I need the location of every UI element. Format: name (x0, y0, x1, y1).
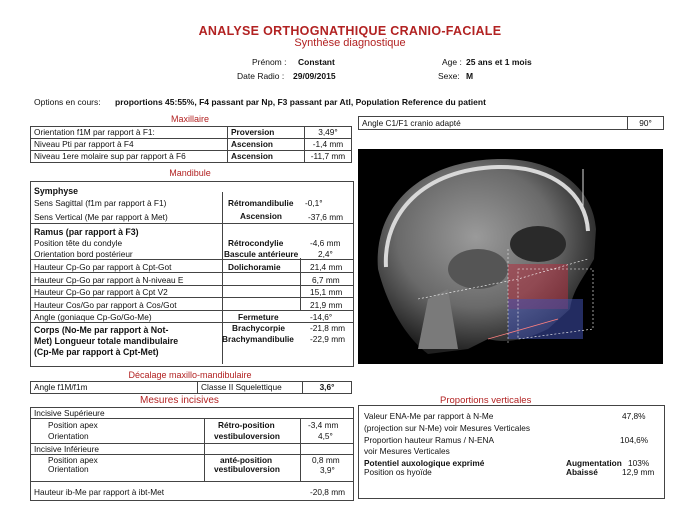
mandibule-row-value: -14,6° (310, 312, 333, 322)
maxillaire-diag: Proversion (228, 127, 305, 139)
sens-sagittal-label: Sens Sagittal (f1m par rapport à F1) (34, 198, 167, 208)
age-value: 25 ans et 1 mois (466, 57, 532, 67)
inf-orientation-label: Orientation (48, 464, 89, 474)
potentiel-label: Potentiel auxologique exprimé (364, 458, 485, 468)
ena-value: 47,8% (622, 411, 646, 421)
potentiel-diag: Augmentation (566, 458, 622, 468)
table-row (31, 151, 352, 163)
hyoide-diag: Abaissé (566, 467, 598, 477)
report-title: ANALYSE ORTHOGNATHIQUE CRANIO-FACIALE (198, 24, 502, 38)
proportions-title: Proportions verticales (440, 395, 532, 406)
inf-position-label: Position apex (48, 455, 98, 465)
date-value: 29/09/2015 (293, 71, 336, 81)
date-label: Date Radio : (237, 71, 285, 81)
sens-vertical-value: -37,6 mm (308, 212, 344, 222)
sup-position-value: -3,4 mm (308, 420, 339, 430)
position-condyle-value: -4,6 mm (310, 238, 341, 248)
maxillaire-value: 3,49° (305, 127, 352, 139)
inf-orientation-value: 3,9° (320, 465, 335, 475)
maxillaire-table (30, 126, 352, 163)
sup-orientation-value: 4,5° (318, 431, 333, 441)
corps-value: -21,8 mm (310, 323, 346, 333)
incisive-sup-heading: Incisive Supérieure (34, 408, 105, 418)
corps-label: Corps (No-Me par rapport à Not- (34, 325, 169, 335)
maxillaire-title: Maxillaire (170, 114, 209, 124)
mandibule-row-value: 6,7 mm (312, 275, 340, 285)
options-label: Options en cours: (34, 97, 101, 107)
mandibule-row-label: Hauteur Cp-Go par rapport à Cpt V2 (34, 287, 168, 297)
sens-sagittal-value: -0,1° (305, 198, 323, 208)
cephalometric-xray-image (358, 149, 663, 364)
potentiel-value: 103% (628, 458, 650, 468)
maxillaire-value: -1,4 mm (305, 139, 352, 151)
mandibule-row-label: Hauteur Cp-Go par rapport à Cpt-Got (34, 262, 172, 272)
inf-diag-2: vestibuloversion (214, 464, 280, 474)
ena-sub: (projection sur N-Me) voir Mesures Verticales (364, 423, 530, 433)
sup-diag-2: vestibuloversion (214, 431, 280, 441)
sexe-value: M (466, 71, 474, 81)
table-row (31, 127, 352, 139)
mandibule-row-value: 15,1 mm (310, 287, 343, 297)
maxillaire-label: Niveau 1ere molaire sup par rapport à F6 (31, 151, 228, 163)
angle-c1-value: 90° (628, 117, 664, 130)
table-row (31, 382, 352, 394)
inf-position-value: 0,8 mm (312, 455, 340, 465)
decalage-label: Angle f1M/f1m (31, 382, 198, 394)
decalage-title: Décalage maxillo-mandibulaire (128, 370, 252, 380)
position-condyle-diag: Rétrocondylie (228, 238, 284, 248)
hauteur-ib-value: -20,8 mm (310, 487, 346, 497)
hyoide-label: Position os hyoïde (364, 467, 432, 477)
ramus-sub: voir Mesures Verticales (364, 446, 450, 456)
hauteur-ib-label: Hauteur ib-Me par rapport à ibt-Met (34, 487, 165, 497)
skull-xray-illustration (358, 149, 663, 364)
sexe-label: Sexe: (438, 71, 460, 81)
ena-label: Valeur ENA-Me par rapport à N-Me (364, 411, 494, 421)
decalage-diag: Classe II Squelettique (198, 382, 303, 394)
symphyse-heading: Symphyse (34, 186, 79, 196)
orientation-bord-value: 2,4° (318, 249, 333, 259)
mandibule-row-value: 21,4 mm (310, 262, 343, 272)
inf-diag-1: anté-position (220, 455, 273, 465)
age-label: Age : (442, 57, 462, 67)
decalage-value: 3,6° (303, 382, 352, 394)
mandibule-row-label: Hauteur Cos/Go par rapport à Cos/Got (34, 300, 177, 310)
corps2-diag: Brachymandibulie (222, 334, 294, 344)
position-condyle-label: Position tête du condyle (34, 238, 123, 248)
sup-position-label: Position apex (48, 420, 98, 430)
sup-diag-1: Rétro-position (218, 420, 275, 430)
corps-label-2: Met) Longueur totale mandibulaire (34, 336, 179, 346)
sens-sagittal-diag: Rétromandibulie (228, 198, 294, 208)
prenom-value: Constant (298, 57, 335, 67)
orientation-bord-diag: Bascule antérieure (224, 249, 299, 259)
ramus-label: Proportion hauteur Ramus / N-ENA (364, 435, 495, 445)
table-row (31, 139, 352, 151)
sup-orientation-label: Orientation (48, 431, 89, 441)
corps-label-3: (Cp-Me par rapport à Cpt-Met) (34, 347, 159, 357)
maxillaire-diag: Ascension (228, 151, 305, 163)
report-subtitle: Synthèse diagnostique (294, 37, 406, 49)
mandibule-row-label: Angle (goniaque Cp-Go/Go-Me) (34, 312, 152, 322)
sens-vertical-diag: Ascension (240, 211, 282, 221)
mandibule-title: Mandibule (169, 168, 211, 178)
maxillaire-value: -11,7 mm (305, 151, 352, 163)
mandibule-row-diag: Fermeture (238, 312, 279, 322)
angle-c1-table (358, 116, 664, 130)
incisive-inf-heading: Incisive Inférieure (34, 444, 100, 454)
decalage-table (30, 381, 352, 394)
mandibule-row-diag: Dolichoramie (228, 262, 281, 272)
orientation-bord-label: Orientation bord postérieur (34, 249, 133, 259)
angle-c1-label: Angle C1/F1 cranio adapté (359, 117, 628, 130)
hyoide-value: 12,9 mm (622, 467, 655, 477)
prenom-label: Prénom : (252, 57, 287, 67)
corps2-value: -22,9 mm (310, 334, 346, 344)
mesures-title: Mesures incisives (140, 395, 219, 406)
maxillaire-label: Orientation f1M par rapport à F1: (31, 127, 228, 139)
sens-vertical-label: Sens Vertical (Me par rapport à Met) (34, 212, 168, 222)
mandibule-row-value: 21,9 mm (310, 300, 343, 310)
options-value: proportions 45:55%, F4 passant par Np, F3 passant par Atl, Population Reference du patient (115, 97, 486, 107)
mandibule-row-label: Hauteur Cp-Go par rapport à N-niveau E (34, 275, 184, 285)
corps-diag: Brachycorpie (232, 323, 286, 333)
ramus-value: 104,6% (620, 435, 649, 445)
maxillaire-label: Niveau Pti par rapport à F4 (31, 139, 228, 151)
maxillaire-diag: Ascension (228, 139, 305, 151)
ramus-heading: Ramus (par rapport à F3) (34, 227, 139, 237)
table-row (359, 117, 664, 130)
